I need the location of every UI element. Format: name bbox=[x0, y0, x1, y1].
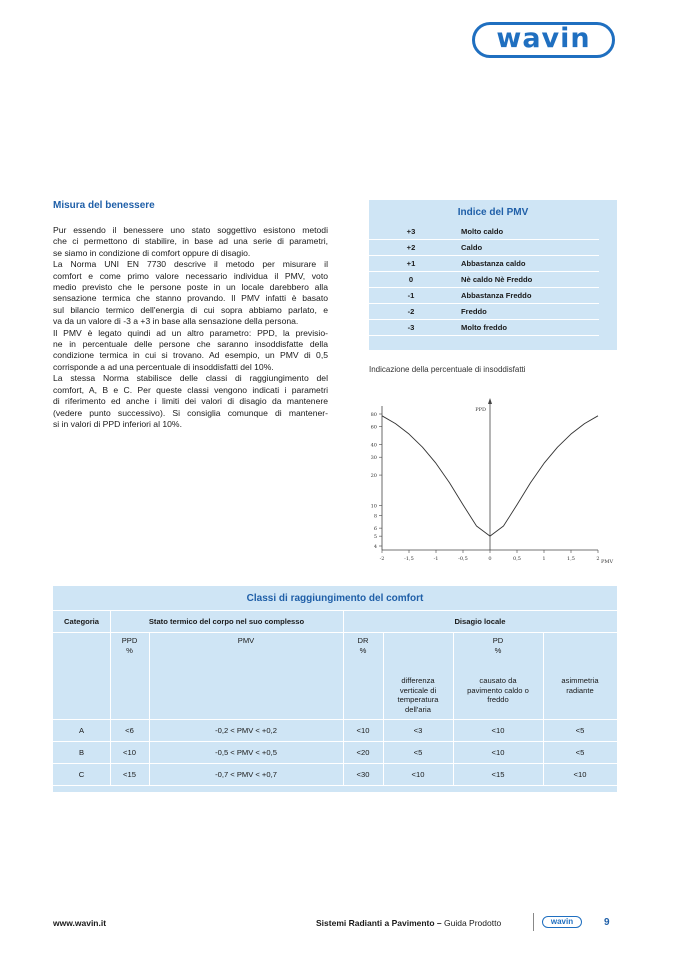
header-asimmetria: asimmetria radiante bbox=[561, 676, 599, 695]
x-tick-label: 0 bbox=[488, 556, 492, 562]
x-tick-label: -2 bbox=[379, 556, 385, 562]
pmv-table-row bbox=[369, 320, 617, 336]
body-line: sensazione termica che stanno provando. Il PMV infatti è basato bbox=[53, 293, 328, 304]
header-pd: PD % bbox=[492, 636, 504, 655]
table-rule bbox=[53, 610, 617, 611]
header-dr: DR % bbox=[357, 636, 369, 655]
body-line: ne in percentuale delle persone che saranno insoddisfatte della bbox=[53, 339, 328, 350]
row-ppd: <15 bbox=[123, 770, 136, 779]
pmv-label: Molto freddo bbox=[453, 320, 599, 336]
row-diff: <10 bbox=[411, 770, 425, 779]
pmv-table-row bbox=[369, 288, 617, 304]
body-line: (vedere punto successivo). Si consiglia comunque di mantener- bbox=[53, 407, 328, 418]
y-axis-arrow bbox=[488, 398, 492, 404]
row-ppd: <10 bbox=[123, 748, 136, 757]
body-line: La stessa Norma stabilisce delle classi di raggiungimento del bbox=[53, 373, 328, 384]
row-pmv: -0,5 < PMV < +0,5 bbox=[215, 748, 277, 757]
pmv-value: -1 bbox=[369, 288, 453, 304]
row-pavimento: <10 bbox=[491, 726, 505, 735]
pmv-label: Abbastanza caldo bbox=[453, 256, 599, 272]
x-tick-label: -0,5 bbox=[458, 556, 468, 562]
row-pmv: -0,2 < PMV < +0,2 bbox=[215, 726, 277, 735]
body-line: comfort, A, B e C. Per queste classi vengono indicati i parametri bbox=[53, 384, 328, 395]
pmv-value: -2 bbox=[369, 304, 453, 320]
body-paragraph bbox=[53, 225, 328, 430]
footer-divider bbox=[533, 913, 534, 931]
body-line: di riferimento ed anche i limiti dei valori di disagio da mantenere bbox=[53, 396, 328, 407]
pmv-label: Caldo bbox=[453, 240, 599, 256]
row-asimmetria: <5 bbox=[575, 748, 585, 757]
body-line: va da un valore di -3 a +3 in base alla sensazione della persona. bbox=[53, 316, 299, 327]
pmv-label: Abbastanza Freddo bbox=[453, 288, 599, 304]
header-ppd: PPD % bbox=[121, 636, 138, 655]
body-line: corrisponde a ad una percentuale di insoddisfatti del 10%. bbox=[53, 361, 274, 372]
pmv-index-table bbox=[369, 200, 617, 350]
row-dr: <10 bbox=[356, 726, 370, 735]
pmv-table-row bbox=[369, 304, 617, 320]
y-axis-label: PPD bbox=[475, 407, 486, 413]
row-categoria: B bbox=[78, 748, 85, 757]
row-pmv: -0,7 < PMV < +0,7 bbox=[215, 770, 277, 779]
pmv-table-row bbox=[369, 272, 617, 288]
body-line: sul bilancio termico dell'energia di cui sopra abbiamo parlato, e bbox=[53, 304, 328, 315]
footer-logo-text: wavin bbox=[550, 916, 574, 926]
body-line: La Norma UNI EN 7730 descrive il metodo per misurare il bbox=[53, 259, 328, 270]
row-pavimento: <15 bbox=[491, 770, 505, 779]
x-tick-label: 2 bbox=[596, 556, 600, 562]
pmv-table-title: Indice del PMV bbox=[457, 207, 529, 218]
x-tick-label: 0,5 bbox=[513, 556, 521, 562]
header-stato-termico: Stato termico del corpo nel suo complesso bbox=[148, 617, 305, 626]
logo-text: wavin bbox=[496, 23, 591, 54]
header-diff-temperatura: differenza verticale di temperatura dell'aria bbox=[397, 676, 439, 714]
wavin-logo bbox=[472, 22, 615, 58]
pmv-table-rows bbox=[369, 224, 617, 336]
x-tick-label: -1 bbox=[433, 556, 439, 562]
y-tick-label: 6 bbox=[373, 525, 377, 532]
header-pavimento: causato da pavimento caldo o freddo bbox=[467, 676, 529, 704]
body-line: comfort e come primo valore necessario individua il PMV, voto bbox=[53, 270, 328, 281]
body-line: Pur essendo il benessere uno stato soggettivo esistono metodi bbox=[53, 225, 328, 235]
table-rule bbox=[53, 763, 617, 764]
row-dr: <20 bbox=[356, 748, 370, 757]
pmv-table-row bbox=[369, 256, 617, 272]
y-tick-label: 10 bbox=[370, 503, 377, 510]
chart-caption: Indicazione della percentuale di insoddisfatti bbox=[369, 365, 526, 374]
pmv-value: 0 bbox=[369, 272, 453, 288]
x-tick-label: -1,5 bbox=[404, 556, 414, 562]
body-line: Il PMV è legato quindi ad un altro parametro: PPD, la previsio- bbox=[53, 327, 328, 338]
pmv-table-row bbox=[369, 240, 617, 256]
row-diff: <5 bbox=[413, 748, 423, 757]
pmv-value: +1 bbox=[369, 256, 453, 272]
pmv-value: +3 bbox=[369, 224, 453, 240]
body-line: condizione termica in cui si trovano. Ad esempio, un PMV di 0,5 bbox=[53, 350, 328, 361]
body-line: se siamo in condizione di comfort oppure di disagio. bbox=[53, 247, 251, 258]
page-number: 9 bbox=[604, 917, 610, 928]
footer-title-rest: Guida Prodotto bbox=[441, 918, 502, 928]
table-rule bbox=[543, 632, 544, 785]
pmv-label: Freddo bbox=[453, 304, 599, 320]
footer-url[interactable]: www.wavin.it bbox=[53, 918, 107, 928]
table-rule bbox=[149, 632, 150, 785]
y-tick-label: 20 bbox=[370, 472, 377, 479]
comfort-table-title: Classi di raggiungimento del comfort bbox=[246, 593, 424, 604]
body-line: che ci permettono di stabilire, in base ad una serie di parametri, bbox=[53, 236, 328, 247]
section-title: Misura del benessere bbox=[53, 200, 155, 211]
y-tick-label: 5 bbox=[373, 533, 377, 540]
pmv-label: Nè caldo Nè Freddo bbox=[453, 272, 599, 288]
y-tick-label: 60 bbox=[370, 424, 377, 431]
row-diff: <3 bbox=[413, 726, 423, 735]
comfort-classes-table bbox=[53, 586, 617, 792]
pmv-table-row bbox=[369, 224, 617, 240]
body-line: medio previsto che le persone poste in un locale darebbero alla bbox=[53, 282, 328, 293]
x-tick-label: 1,5 bbox=[567, 556, 575, 562]
pmv-label: Molto caldo bbox=[453, 224, 599, 240]
x-axis-label: PMV bbox=[601, 559, 614, 565]
table-rule bbox=[53, 719, 617, 720]
table-rule bbox=[53, 785, 617, 786]
y-tick-label: 4 bbox=[373, 543, 377, 550]
y-tick-label: 8 bbox=[373, 513, 377, 520]
footer-title-bold: Sistemi Radianti a Pavimento – bbox=[316, 918, 442, 928]
pmv-value: -3 bbox=[369, 320, 453, 336]
row-asimmetria: <10 bbox=[573, 770, 587, 779]
row-ppd: <6 bbox=[125, 726, 134, 735]
header-categoria: Categoria bbox=[63, 617, 100, 626]
header-disagio-locale: Disagio locale bbox=[454, 617, 506, 626]
ppd-pmv-chart bbox=[366, 394, 624, 566]
footer-title bbox=[316, 918, 501, 928]
y-tick-label: 40 bbox=[370, 442, 377, 449]
x-tick-label: 1 bbox=[542, 556, 546, 562]
table-rule bbox=[53, 741, 617, 742]
row-asimmetria: <5 bbox=[575, 726, 585, 735]
y-tick-label: 30 bbox=[370, 455, 377, 462]
table-rule bbox=[53, 632, 617, 633]
row-pavimento: <10 bbox=[491, 748, 505, 757]
row-dr: <30 bbox=[356, 770, 370, 779]
body-line: si in valori di PPD inferiori al 10%. bbox=[53, 418, 182, 429]
pmv-value: +2 bbox=[369, 240, 453, 256]
row-categoria: A bbox=[78, 726, 85, 735]
footer-logo bbox=[542, 916, 582, 928]
header-pmv: PMV bbox=[237, 636, 255, 645]
row-categoria: C bbox=[78, 770, 85, 779]
y-tick-label: 80 bbox=[370, 411, 377, 418]
